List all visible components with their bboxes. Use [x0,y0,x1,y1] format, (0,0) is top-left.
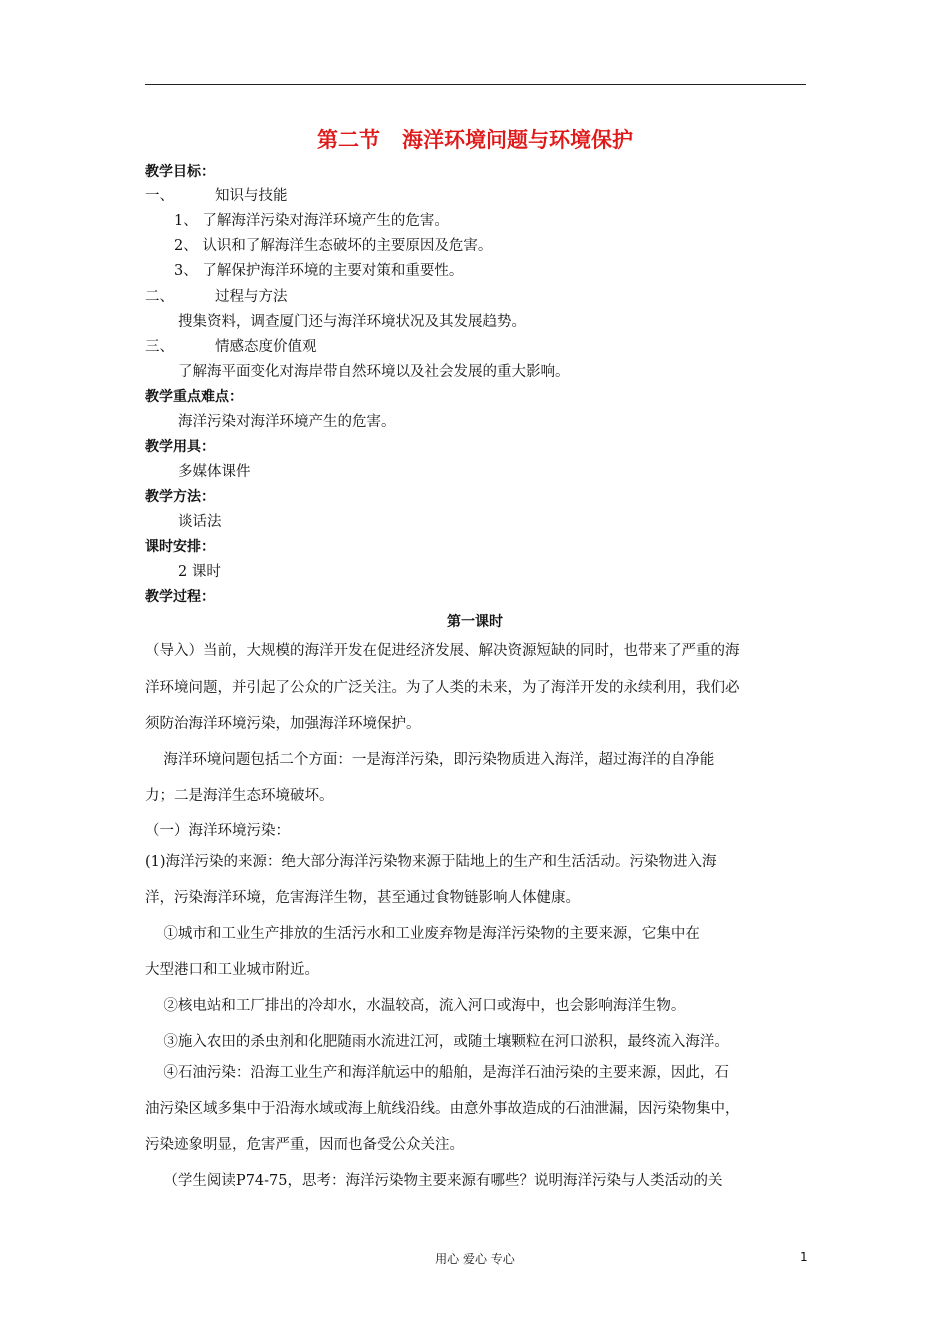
body-line: 海洋环境问题包括二个方面：一是海洋污染，即污染物质进入海洋，超过海洋的自净能 [145,752,715,768]
goals-heading: 教学目标： [145,164,215,180]
schedule-heading: 课时安排： [145,539,215,555]
goal2-label: 过程与方法 [215,289,288,305]
body-line: ③施入农田的杀虫剂和化肥随雨水流进江河，或随土壤颗粒在河口淤积，最终流入海洋。 [145,1034,729,1050]
header-rule [145,84,806,85]
body-line: ①城市和工业生产排放的生活污水和工业废弃物是海洋污染物的主要来源，它集中在 [145,926,700,942]
key-text: 海洋污染对海洋环境产生的危害。 [178,414,396,430]
goal2-number: 二、 [145,289,174,305]
goal1-number: 一、 [145,188,174,204]
page-footer: 用心 爱心 专心 [435,1252,515,1266]
method-text: 谈话法 [178,514,222,530]
body-line: 洋环境问题，并引起了公众的广泛关注。为了人类的未来，为了海洋开发的永续利用，我们必 [145,680,740,696]
body-line: 大型港口和工业城市附近。 [145,962,319,978]
goal1-label: 知识与技能 [215,188,288,204]
body-line: (1)海洋污染的来源：绝大部分海洋污染物来源于陆地上的生产和生活活动。污染物进入海 [145,854,717,870]
body-line: 力；二是海洋生态环境破坏。 [145,788,334,804]
body-line: （一）海洋环境污染： [145,823,290,839]
lesson-heading: 第一课时 [447,614,503,630]
key-heading: 教学重点难点： [145,389,243,405]
body-line: （学生阅读P74-75，思考：海洋污染物主要来源有哪些？说明海洋污染与人类活动的关 [145,1173,723,1189]
goal1-line [145,187,288,205]
goal3-number: 三、 [145,339,174,355]
goal3-line [145,338,317,356]
goal1-item: 2、 认识和了解海洋生态破坏的主要原因及危害。 [174,238,493,254]
body-line: （导入）当前，大规模的海洋开发在促进经济发展、解决资源短缺的同时，也带来了严重的海 [145,643,740,659]
body-line: 洋，污染海洋环境，危害海洋生物，甚至通过食物链影响人体健康。 [145,890,580,906]
method-heading: 教学方法： [145,489,215,505]
goal1-item: 1、 了解海洋污染对海洋环境产生的危害。 [174,213,449,229]
goal1-item: 3、 了解保护海洋环境的主要对策和重要性。 [174,263,464,279]
body-line: 污染迹象明显，危害严重，因而也备受公众关注。 [145,1137,464,1153]
goal3-text: 了解海平面变化对海岸带自然环境以及社会发展的重大影响。 [178,364,570,380]
tools-heading: 教学用具： [145,439,215,455]
schedule-text: 2 课时 [178,564,221,580]
page-title: 第二节 海洋环境问题与环境保护 [317,128,633,152]
body-line: ②核电站和工厂排出的冷却水，水温较高，流入河口或海中，也会影响海洋生物。 [145,998,686,1014]
process-heading: 教学过程： [145,589,215,605]
goal2-line [145,288,288,306]
body-line: ④石油污染：沿海工业生产和海洋航运中的船舶，是海洋石油污染的主要来源，因此，石 [145,1065,729,1081]
goal3-label: 情感态度价值观 [215,339,317,355]
body-line: 油污染区域多集中于沿海水域或海上航线沿线。由意外事故造成的石油泄漏，因污染物集中， [145,1101,740,1117]
tools-text: 多媒体课件 [178,464,251,480]
page-number: 1 [800,1250,808,1264]
body-line: 须防治海洋环境污染，加强海洋环境保护。 [145,716,421,732]
goal2-text: 搜集资料，调查厦门还与海洋环境状况及其发展趋势。 [178,314,526,330]
